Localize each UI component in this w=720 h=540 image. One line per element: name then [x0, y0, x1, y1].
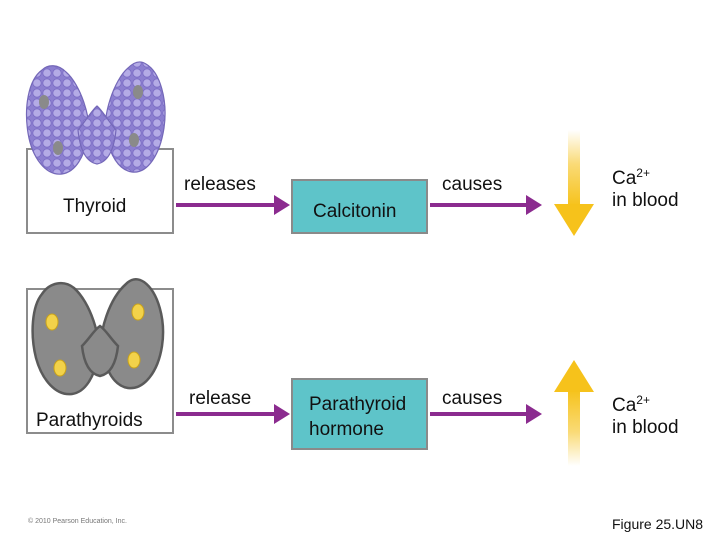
- figure-label: Figure 25.UN8: [612, 516, 704, 532]
- thyroid-label: Thyroid: [63, 196, 127, 217]
- parathyroid-hormone-line2: hormone: [309, 419, 384, 440]
- parathyroid-illustration: [28, 272, 172, 402]
- ca-charge-1: 2+: [636, 166, 650, 180]
- parathyroid-hormone-line1: Parathyroid: [309, 394, 407, 415]
- calcitonin-label: Calcitonin: [313, 201, 397, 222]
- ca-ion-1: Ca: [612, 168, 637, 189]
- causes-arrow-head-1: [526, 195, 542, 215]
- in-blood-1: in blood: [612, 190, 679, 211]
- causes-label-1: causes: [442, 174, 503, 195]
- in-blood-2: in blood: [612, 417, 679, 438]
- ca-charge-2: 2+: [636, 393, 650, 407]
- ca-in-blood-2: [612, 389, 679, 439]
- causes-arrow-line-2: [430, 412, 528, 416]
- releases-arrow-line: [176, 203, 276, 207]
- ca-in-blood-1: [612, 162, 679, 212]
- causes-arrow-line-1: [430, 203, 528, 207]
- parathyroid-hormone-box: [291, 378, 428, 450]
- causes-arrow-head-2: [526, 404, 542, 424]
- copyright-credit: © 2010 Pearson Education, Inc.: [28, 518, 127, 525]
- release-label: release: [189, 388, 252, 409]
- release-arrow-line: [176, 412, 276, 416]
- thyroid-illustration: [22, 58, 172, 188]
- releases-arrow-head: [274, 195, 290, 215]
- calcitonin-box: [291, 179, 428, 234]
- releases-label: releases: [184, 174, 256, 195]
- causes-label-2: causes: [442, 388, 503, 409]
- parathyroids-label: Parathyroids: [36, 410, 143, 431]
- up-arrow-icon: [548, 356, 600, 466]
- release-arrow-head: [274, 404, 290, 424]
- down-arrow-icon: [548, 130, 600, 240]
- ca-ion-2: Ca: [612, 395, 637, 416]
